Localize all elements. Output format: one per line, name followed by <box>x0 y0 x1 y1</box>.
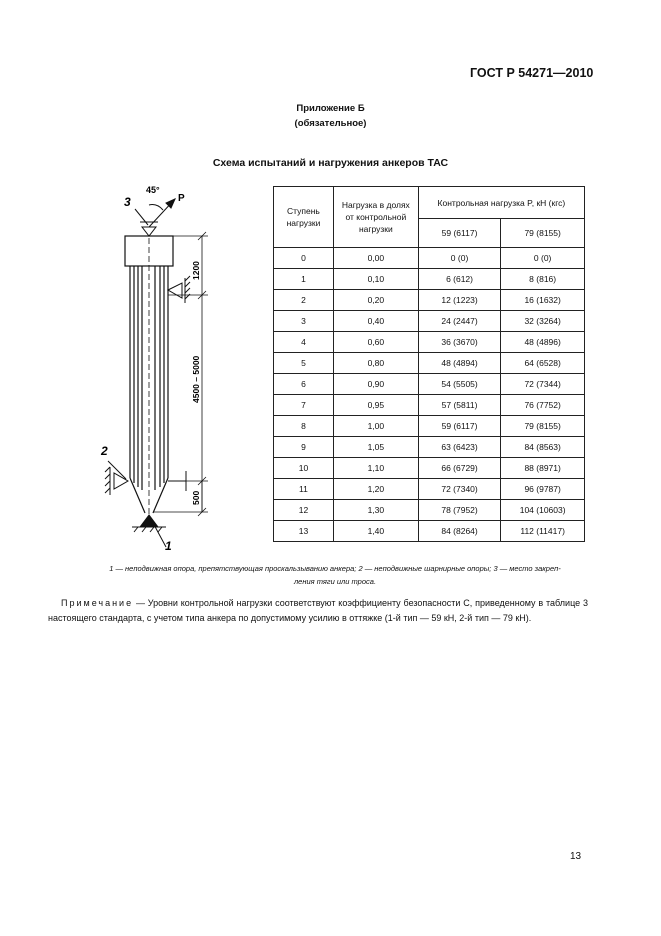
anchor-test-diagram <box>90 175 240 555</box>
cell-fraction: 1,00 <box>333 416 418 437</box>
cell-load-type-1: 57 (5811) <box>418 395 501 416</box>
cell-load-type-2: 84 (8563) <box>501 437 585 458</box>
cell-step: 11 <box>274 479 334 500</box>
hinged-support-top <box>168 276 190 303</box>
cell-step: 12 <box>274 500 334 521</box>
cell-load-type-1: 54 (5505) <box>418 374 501 395</box>
cell-fraction: 0,90 <box>333 374 418 395</box>
cell-step: 7 <box>274 395 334 416</box>
cell-fraction: 0,20 <box>333 290 418 311</box>
dim-bottom: 500 <box>191 490 201 505</box>
cell-step: 8 <box>274 416 334 437</box>
table-row <box>274 311 585 332</box>
table-row <box>274 458 585 479</box>
cell-load-type-1: 0 (0) <box>418 248 501 269</box>
legend-line-2: ления тяги или троса. <box>293 577 377 586</box>
cell-fraction: 0,60 <box>333 332 418 353</box>
cell-step: 9 <box>274 437 334 458</box>
note-paragraph <box>48 596 588 625</box>
table-row <box>274 353 585 374</box>
cell-load-type-1: 66 (6729) <box>418 458 501 479</box>
hinged-support-bottom <box>105 461 186 495</box>
label-1: 1 <box>165 539 172 553</box>
header-type-1: 59 (6117) <box>418 219 501 248</box>
table-row <box>274 269 585 290</box>
cell-load-type-2: 16 (1632) <box>501 290 585 311</box>
cell-load-type-1: 84 (8264) <box>418 521 501 542</box>
angle-label: 45° <box>146 185 160 195</box>
cell-load-type-1: 72 (7340) <box>418 479 501 500</box>
header-control-load: Контрольная нагрузка P, кН (кгс) <box>418 187 584 219</box>
table-row <box>274 521 585 542</box>
header-type-2: 79 (8155) <box>501 219 585 248</box>
table-row <box>274 479 585 500</box>
cell-fraction: 1,10 <box>333 458 418 479</box>
cell-load-type-2: 104 (10603) <box>501 500 585 521</box>
cell-load-type-2: 8 (816) <box>501 269 585 290</box>
cell-fraction: 0,10 <box>333 269 418 290</box>
table-row <box>274 290 585 311</box>
table-row <box>274 437 585 458</box>
cell-fraction: 1,20 <box>333 479 418 500</box>
cell-load-type-2: 96 (9787) <box>501 479 585 500</box>
appendix-subtitle: (обязательное) <box>294 118 367 129</box>
cell-load-type-2: 79 (8155) <box>501 416 585 437</box>
cell-load-type-1: 59 (6117) <box>418 416 501 437</box>
cell-load-type-1: 48 (4894) <box>418 353 501 374</box>
cell-step: 0 <box>274 248 334 269</box>
load-table <box>273 186 585 542</box>
table-row <box>274 395 585 416</box>
figure-legend <box>40 562 630 588</box>
cell-load-type-2: 88 (8971) <box>501 458 585 479</box>
tie-point-3 <box>135 199 175 236</box>
cell-load-type-1: 12 (1223) <box>418 290 501 311</box>
note-text: — Уровни контрольной нагрузки соответствуют коэффициенту безопасности C, приведенному в таблице 3 настоящего стандарта, с учетом типа анкера по допустимому усилию в оттяжке (1-й тип — 59 кН, 2-й тип — 79 кН). <box>48 598 588 623</box>
figure-title: Схема испытаний и нагружения анкеров ТАС <box>212 157 449 169</box>
cell-fraction: 0,40 <box>333 311 418 332</box>
dim-top: 1200 <box>191 261 201 280</box>
table-row <box>274 500 585 521</box>
force-label: P <box>178 193 185 204</box>
header-fraction: Нагрузка в долях от контрольной нагрузки <box>333 187 418 248</box>
label-2: 2 <box>101 444 108 458</box>
label-3: 3 <box>124 195 131 209</box>
appendix-title: Приложение Б <box>296 103 365 114</box>
cell-step: 6 <box>274 374 334 395</box>
table-row <box>274 416 585 437</box>
cell-load-type-2: 72 (7344) <box>501 374 585 395</box>
cell-fraction: 1,30 <box>333 500 418 521</box>
fixed-support-1 <box>132 515 166 547</box>
cell-load-type-1: 36 (3670) <box>418 332 501 353</box>
cell-step: 1 <box>274 269 334 290</box>
cell-fraction: 0,95 <box>333 395 418 416</box>
table-row <box>274 332 585 353</box>
cell-fraction: 1,05 <box>333 437 418 458</box>
anchor-body <box>125 229 173 520</box>
table-row <box>274 248 585 269</box>
cell-step: 2 <box>274 290 334 311</box>
cell-load-type-2: 64 (6528) <box>501 353 585 374</box>
legend-line-1: 1 — неподвижная опора, препятствующая проскальзыванию анкера; 2 — неподвижные шарнирные опоры; 3 — место закреп- <box>109 564 561 573</box>
cell-fraction: 0,00 <box>333 248 418 269</box>
cell-load-type-2: 0 (0) <box>501 248 585 269</box>
cell-load-type-1: 78 (7952) <box>418 500 501 521</box>
standard-number: ГОСТ Р 54271—2010 <box>470 66 594 80</box>
cell-load-type-2: 32 (3264) <box>501 311 585 332</box>
cell-load-type-1: 24 (2447) <box>418 311 501 332</box>
cell-fraction: 0,80 <box>333 353 418 374</box>
table-row <box>274 374 585 395</box>
cell-step: 5 <box>274 353 334 374</box>
cell-step: 13 <box>274 521 334 542</box>
cell-step: 4 <box>274 332 334 353</box>
cell-load-type-2: 48 (4896) <box>501 332 585 353</box>
cell-load-type-2: 112 (11417) <box>501 521 585 542</box>
cell-step: 3 <box>274 311 334 332</box>
note-label: Примечание <box>61 598 134 608</box>
page-number: 13 <box>570 851 582 862</box>
cell-fraction: 1,40 <box>333 521 418 542</box>
cell-load-type-2: 76 (7752) <box>501 395 585 416</box>
header-step: Ступень нагрузки <box>274 187 334 248</box>
cell-load-type-1: 6 (612) <box>418 269 501 290</box>
cell-load-type-1: 63 (6423) <box>418 437 501 458</box>
cell-step: 10 <box>274 458 334 479</box>
dim-total: 4500 – 5000 <box>191 355 201 403</box>
